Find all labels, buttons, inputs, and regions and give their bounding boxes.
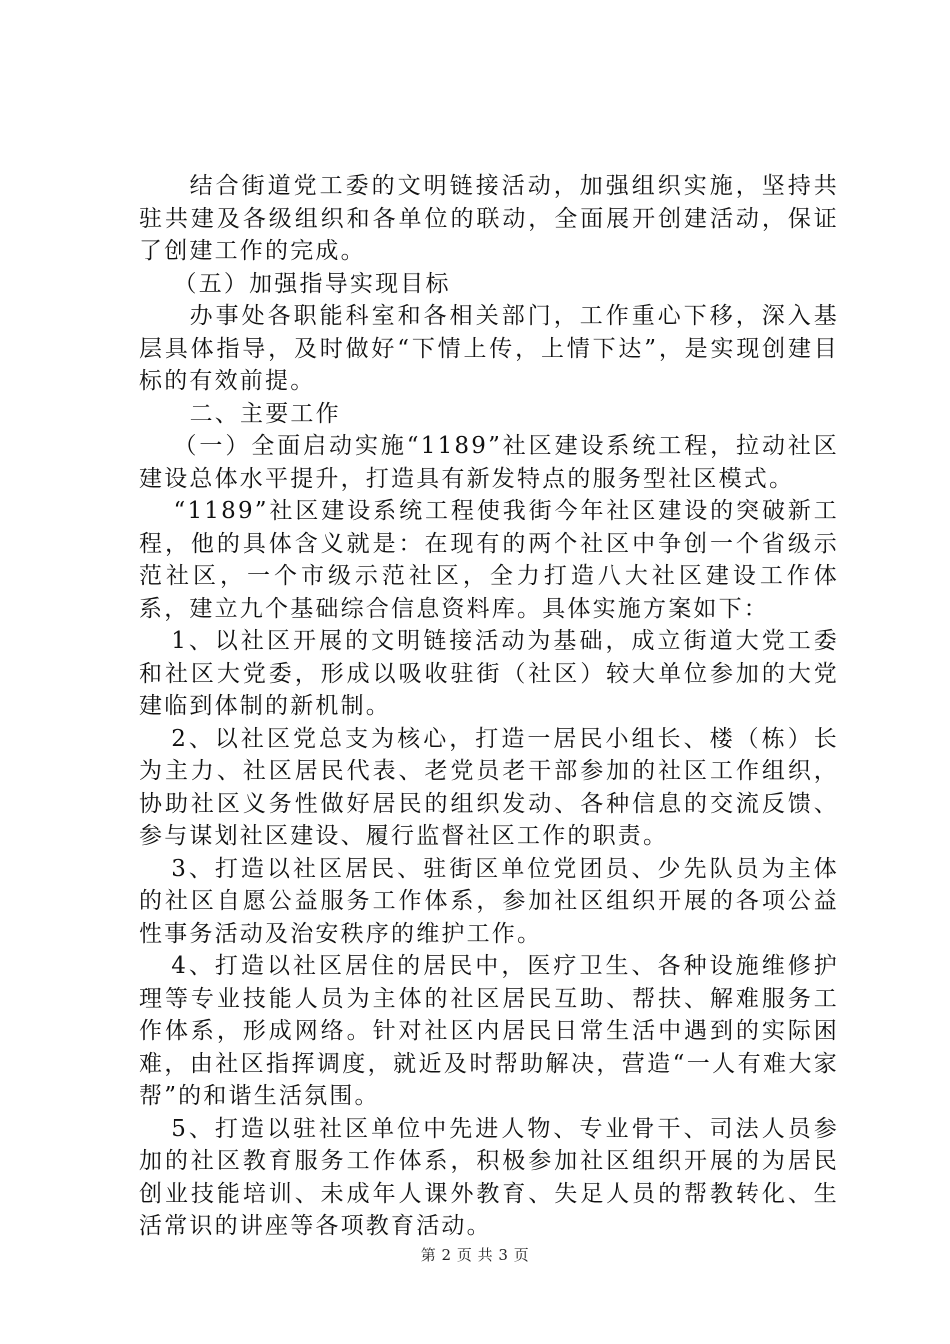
section-heading: （五）加强指导实现目标 xyxy=(173,270,451,297)
list-item: 4、打造以社区居住的居民中，医疗卫生、各种设施维修护理等专业技能人员为主体的社区居民互助、帮扶、解难服务工作体系，形成网络。针对社区内居民日常生活中遇到的实际困难，由社区指挥调度，就近及时帮助解决，营造“一人有难大家帮”的和谐生活氛围。 xyxy=(139,953,839,1109)
document-body xyxy=(139,170,839,1243)
paragraph: “1189”社区建设系统工程使我街今年社区建设的突破新工程，他的具体含义就是：在现有的两个社区中争创一个省级示范社区，一个市级示范社区，全力打造八大社区建设工作体系，建立九个基础综合信息资料库。具体实施方案如下： xyxy=(139,498,839,622)
page-footer: 第 2 页 共 3 页 xyxy=(420,1246,530,1264)
paragraph: 办事处各职能科室和各相关部门，工作重心下移，深入基层具体指导，及时做好“下情上传，上情下达”，是实现创建目标的有效前提。 xyxy=(139,303,839,394)
section-heading: 二、主要工作 xyxy=(189,400,341,427)
subsection-heading: （一）全面启动实施“1189”社区建设系统工程，拉动社区建设总体水平提升，打造具有新发特点的服务型社区模式。 xyxy=(139,433,839,492)
list-item: 3、打造以社区居民、驻街区单位党团员、少先队员为主体的社区自愿公益服务工作体系，参加社区组织开展的各项公益性事务活动及治安秩序的维护工作。 xyxy=(139,855,839,947)
list-item: 1、以社区开展的文明链接活动为基础，成立街道大党工委和社区大党委，形成以吸收驻街（社区）较大单位参加的大党建临到体制的新机制。 xyxy=(139,628,839,719)
paragraph: 结合街道党工委的文明链接活动，加强组织实施，坚持共驻共建及各级组织和各单位的联动，全面展开创建活动，保证了创建工作的完成。 xyxy=(139,173,839,264)
list-item: 5、打造以驻社区单位中先进人物、专业骨干、司法人员参加的社区教育服务工作体系，积极参加社区组织开展的为居民创业技能培训、未成年人课外教育、失足人员的帮教转化、生活常识的讲座等各项教育活动。 xyxy=(139,1115,839,1239)
list-item: 2、以社区党总支为核心，打造一居民小组长、楼（栋）长为主力、社区居民代表、老党员老干部参加的社区工作组织，协助社区义务性做好居民的组织发动、各种信息的交流反馈、参与谋划社区建设、履行监督社区工作的职责。 xyxy=(139,725,839,849)
